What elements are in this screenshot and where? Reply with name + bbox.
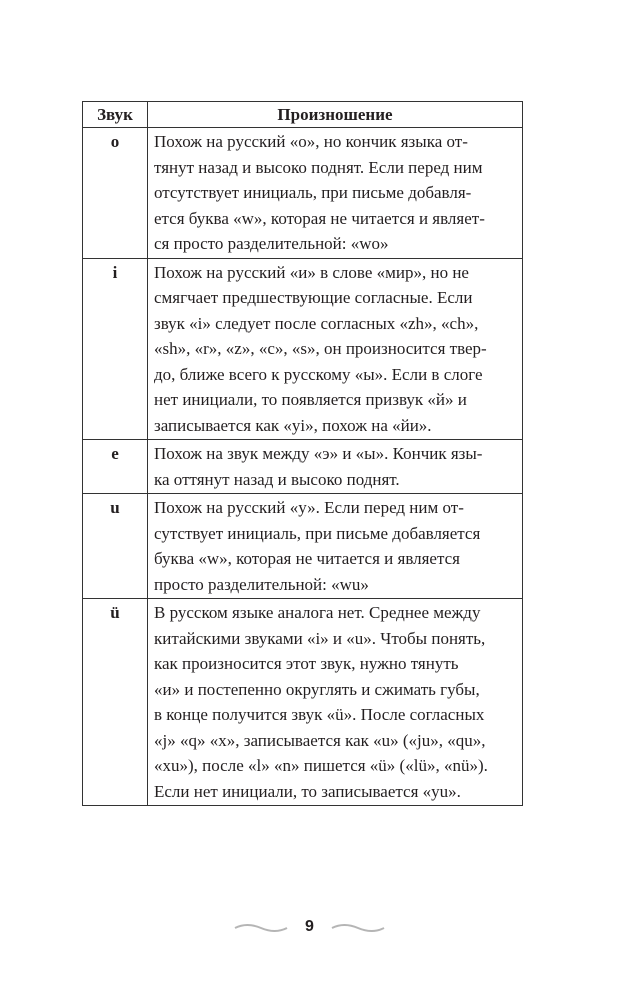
pronunciation-line: ется буква «w», которая не читается и являет-: [154, 208, 485, 228]
pronunciation-cell: [148, 599, 523, 806]
table-row: [83, 128, 523, 259]
pronunciation-line: до, ближе всего к русскому «ы». Если в слоге: [154, 364, 483, 384]
pronunciation-cell: [148, 494, 523, 599]
pronunciation-line: буква «w», которая не читается и является: [154, 549, 460, 568]
table-row: [83, 494, 523, 599]
pronunciation-line: Похож на русский «о», но кончик языка от-: [154, 132, 468, 151]
pronunciation-line: Если нет инициали, то записывается «yu».: [154, 781, 461, 801]
table-header-row: [83, 102, 523, 128]
table-row: [83, 599, 523, 806]
pronunciation-line: китайскими звуками «i» и «u». Чтобы понять,: [154, 628, 486, 648]
wave-ornament-right-icon: [330, 922, 386, 932]
pronunciation-cell: [148, 128, 523, 259]
pronunciation-line: ка оттянут назад и высоко поднят.: [154, 469, 400, 489]
pronunciation-table: [82, 101, 523, 806]
header-pronunciation: Произношение: [148, 102, 523, 128]
pronunciation-line: просто разделительной: «wu»: [154, 574, 369, 594]
pronunciation-line: Похож на русский «и» в слове «мир», но не: [154, 262, 469, 282]
sound-cell: ü: [83, 599, 148, 806]
pronunciation-line: «j» «q» «x», записывается как «u» («ju», «qu»,: [154, 730, 486, 750]
pronunciation-line: «xu»), после «l» «n» пишется «ü» («lü», «nü»).: [154, 756, 488, 775]
pronunciation-line: В русском языке аналога нет. Среднее между: [154, 603, 481, 622]
pronunciation-line: сутствует инициаль, при письме добавляется: [154, 523, 481, 543]
table-row: [83, 440, 523, 494]
pronunciation-line: ся просто разделительной: «wo»: [154, 234, 389, 253]
page-footer: [0, 918, 619, 936]
sound-cell: i: [83, 258, 148, 440]
header-sound: Звук: [83, 102, 148, 128]
pronunciation-cell: [148, 440, 523, 494]
pronunciation-line: Похож на звук между «э» и «ы». Кончик язы-: [154, 444, 483, 463]
wave-ornament-left-icon: [233, 922, 289, 932]
sound-cell: e: [83, 440, 148, 494]
pronunciation-cell: [148, 258, 523, 440]
pronunciation-line: записывается как «yi», похож на «йи».: [154, 415, 432, 435]
pronunciation-line: нет инициали, то появляется призвук «й» и: [154, 390, 467, 409]
pronunciation-line: тянут назад и высоко поднят. Если перед ним: [154, 157, 483, 177]
pronunciation-line: «sh», «r», «z», «c», «s», он произносится твер-: [154, 339, 487, 358]
sound-cell: o: [83, 128, 148, 259]
pronunciation-line: «и» и постепенно округлять и сжимать губы,: [154, 679, 480, 699]
pronunciation-line: как произносится этот звук, нужно тянуть: [154, 654, 459, 673]
page-number: 9: [305, 918, 314, 936]
pronunciation-line: смягчает предшествующие согласные. Если: [154, 288, 473, 307]
pronunciation-line: звук «i» следует после согласных «zh», «ch»,: [154, 313, 479, 333]
pronunciation-line: Похож на русский «у». Если перед ним от-: [154, 498, 464, 517]
table-row: [83, 258, 523, 440]
sound-cell: u: [83, 494, 148, 599]
pronunciation-line: в конце получится звук «ü». После согласных: [154, 705, 485, 724]
pronunciation-line: отсутствует инициаль, при письме добавля-: [154, 183, 472, 202]
